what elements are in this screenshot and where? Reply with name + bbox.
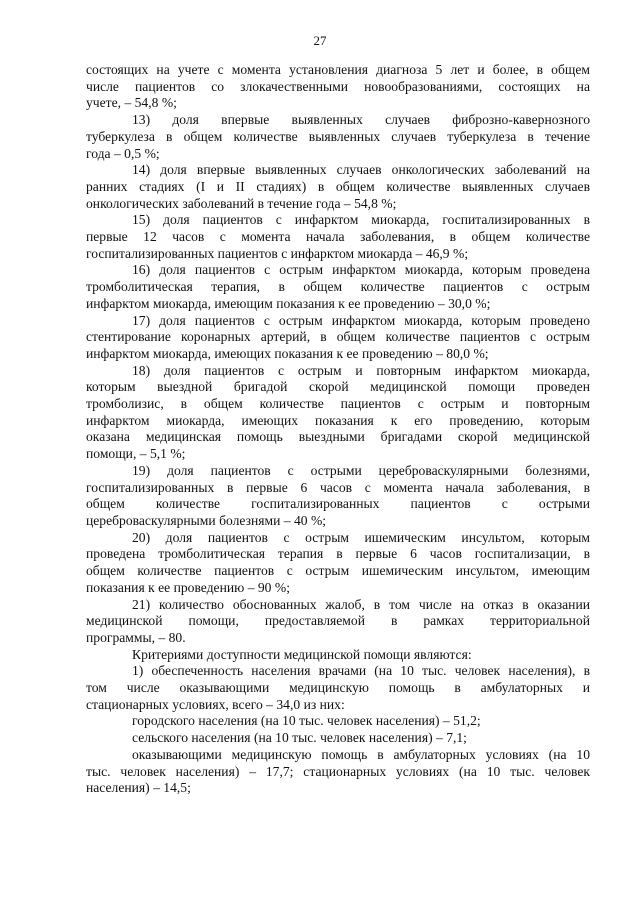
text-line: помощи, – 5,1 %; [86, 446, 186, 462]
text-line: первые 12 часов с момента начала заболевания, в общем количестве [86, 229, 590, 245]
text-line: госпитализированных в первые 6 часов с момента начала заболевания, в [86, 479, 590, 495]
text-line: показания к ее проведению – 90 %; [86, 579, 290, 595]
text-line: 13) доля впервые выявленных случаев фиброзно-кавернозного [132, 112, 590, 128]
text-line: стационарных условиях, всего – 34,0 из них: [86, 696, 345, 712]
text-line: ранних стадиях (I и II стадиях) в общем количестве выявленных случаев [86, 178, 590, 194]
text-line: туберкулеза в общем количестве выявленных случаев туберкулеза в течение [86, 128, 590, 144]
text-line: 16) доля пациентов с острым инфарктом миокарда, которым проведена [132, 262, 590, 278]
paragraph [86, 713, 590, 730]
text-line: которым выездной бригадой скорой медицинской помощи проведен [86, 379, 590, 395]
text-line: медицинской помощи, предоставляемой в рамках территориальной [86, 613, 590, 629]
text-line: 20) доля пациентов с острым ишемическим инсультом, которым [132, 529, 590, 545]
document-body [86, 62, 590, 797]
text-line: госпитализированных пациентов с инфарктом миокарда – 46,9 %; [86, 245, 469, 261]
paragraph [86, 647, 590, 664]
text-line: 14) доля впервые выявленных случаев онкологических заболеваний на [132, 162, 590, 178]
paragraph [86, 162, 590, 212]
text-line: 17) доля пациентов с острым инфарктом миокарда, которым проведено [132, 312, 590, 328]
text-line: инфарктом миокарда, имеющим показания к ее проведению – 30,0 %; [86, 295, 491, 311]
text-line: программы, – 80. [86, 629, 186, 645]
text-line: инфарктом миокарда, имеющих показания к его проведению, которым [86, 412, 590, 428]
text-line: том числе оказывающими медицинскую помощь в амбулаторных и [86, 680, 590, 696]
text-line: 19) доля пациентов с острыми цереброваскулярными болезнями, [132, 462, 590, 478]
text-line: населения) – 14,5; [86, 780, 191, 796]
text-line: онкологических заболеваний в течение года – 54,8 %; [86, 195, 397, 211]
text-line: тромболизис, в общем количестве пациентов с острым и повторным [86, 396, 590, 412]
text-line: 21) количество обоснованных жалоб, в том числе на отказ в оказании [132, 596, 590, 612]
text-line: года – 0,5 %; [86, 145, 160, 161]
text-line: общем количестве госпитализированных пациентов с острыми [86, 496, 590, 512]
text-line: проведена тромболитическая терапия в первые 6 часов госпитализации, в [86, 546, 590, 562]
text-line: цереброваскулярными болезнями – 40 %; [86, 512, 327, 528]
text-line: оказана медицинская помощь выездными бригадами скорой медицинской [86, 429, 590, 445]
paragraph [86, 463, 590, 530]
paragraph [86, 313, 590, 363]
paragraph [86, 597, 590, 647]
page-number: 27 [313, 33, 327, 48]
text-line: Критериями доступности медицинской помощи являются: [132, 646, 472, 662]
text-line: 1) обеспеченность населения врачами (на 10 тыс. человек населения), в [132, 663, 590, 679]
paragraph [86, 530, 590, 597]
paragraph [86, 363, 590, 463]
paragraph [86, 262, 590, 312]
text-line: состоящих на учете с момента установления диагноза 5 лет и более, в общем [86, 62, 590, 77]
paragraph [86, 112, 590, 162]
text-line: учете, – 54,8 %; [86, 95, 177, 111]
text-line: тромболитическая терапия, в общем количестве пациентов с острым [86, 279, 590, 295]
text-line: числе пациентов со злокачественными новообразованиями, состоящих на [86, 78, 590, 94]
text-line: 18) доля пациентов с острым и повторным инфарктом миокарда, [132, 362, 590, 378]
paragraph [86, 747, 590, 797]
text-line: городского населения (на 10 тыс. человек населения) – 51,2; [132, 713, 481, 729]
text-line: 15) доля пациентов с инфарктом миокарда, госпитализированных в [132, 212, 590, 228]
text-line: стентирование коронарных артерий, в общем количестве пациентов с острым [86, 329, 590, 345]
text-line: тыс. человек населения) – 17,7; стационарных условиях (на 10 тыс. человек [86, 763, 590, 779]
text-line: оказывающими медицинскую помощь в амбулаторных условиях (на 10 [132, 746, 590, 762]
paragraph [86, 663, 590, 713]
text-line: инфарктом миокарда, имеющих показания к ее проведению – 80,0 %; [86, 345, 489, 361]
paragraph [86, 730, 590, 747]
paragraph [86, 62, 590, 112]
paragraph [86, 212, 590, 262]
text-line: сельского населения (на 10 тыс. человек населения) – 7,1; [132, 730, 467, 746]
text-line: общем количестве пациентов с острым ишемическим инсультом, имеющим [86, 563, 590, 579]
